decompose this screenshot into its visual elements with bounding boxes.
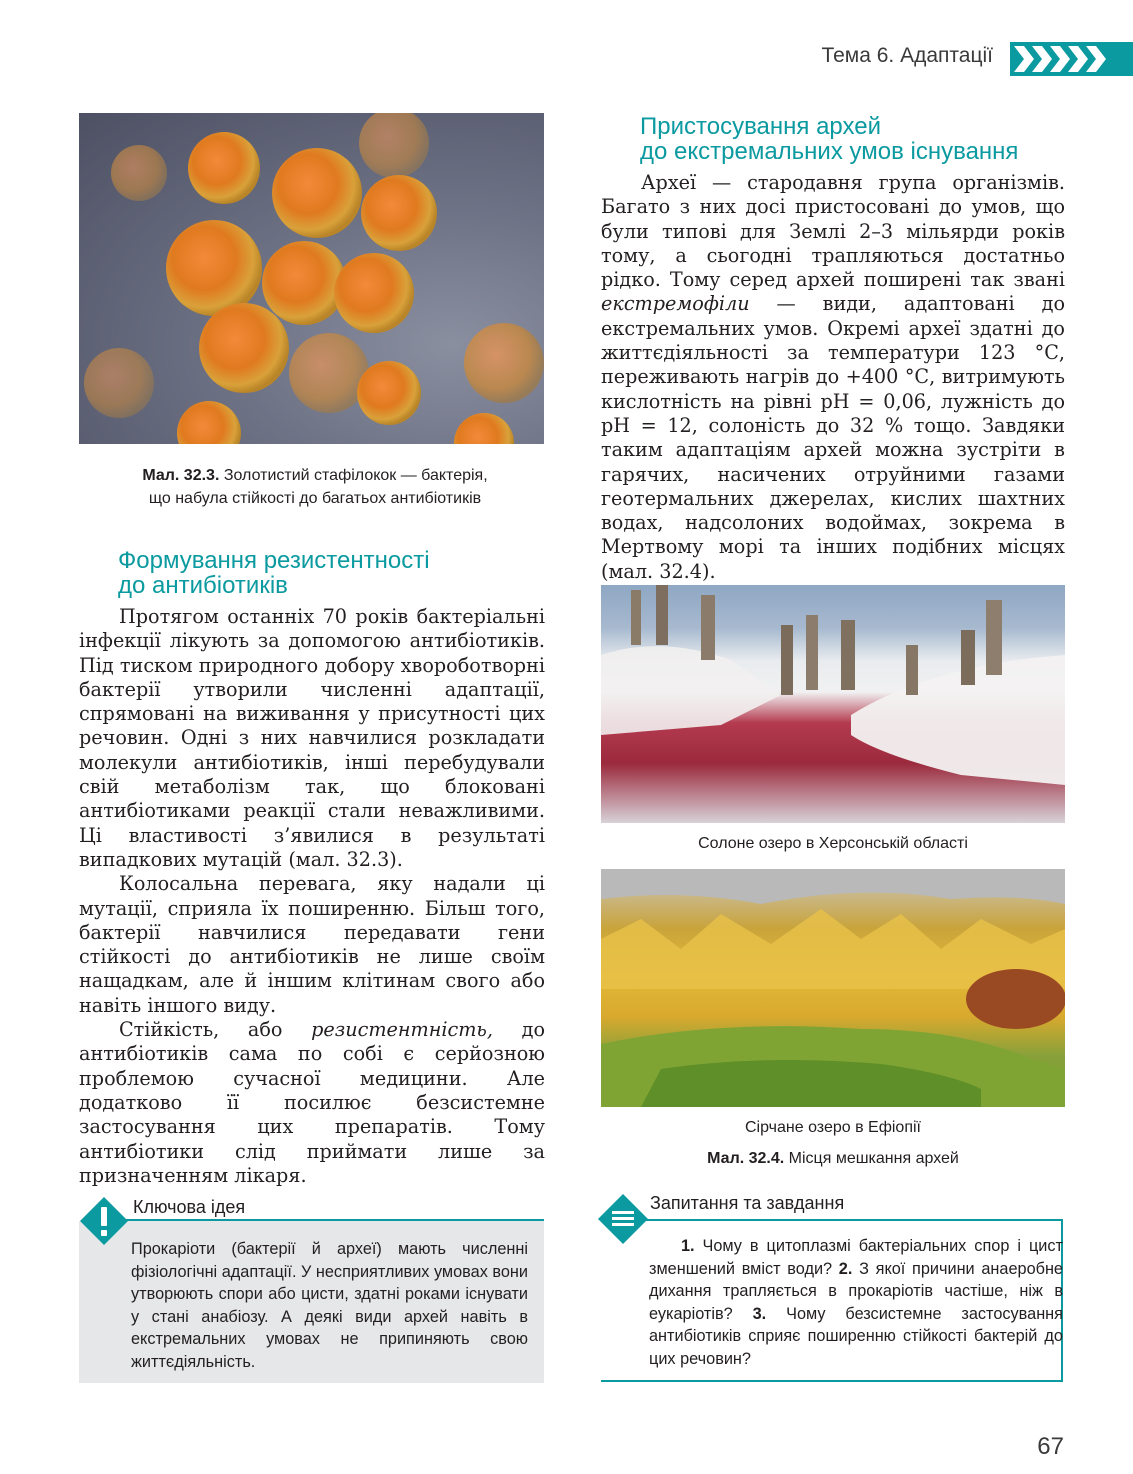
list-icon: [597, 1193, 649, 1245]
exclamation-icon: [79, 1196, 129, 1246]
section-heading-archaea: [640, 114, 1018, 164]
term: екстремофіли: [601, 292, 750, 316]
paragraph: Протягом останніх 70 років бактеріальні інфекції лікують за допомогою антибіотиків. Під тиском природного добору хвороботворні бактерії утворили численні адаптації, спрямовані на виживання у присутності цих речовин. Одні з них навчилися розкладати молекули антибіотиків, інші перебудували свій метаболізм так, що блоковані антибіотиками реакції стали неважливими. Ці властивості з’явилися в результаті випадкових мутацій (мал. 32.3).: [79, 605, 545, 871]
chapter-title: Тема 6. Адаптації: [821, 44, 993, 67]
figure-caption-line2: що набула стійкості до багатьох антибіотиків: [148, 490, 482, 507]
question-text: З якої причини анаеробне дихання трапляється в прокаріотів частіше, ніж в еукаріотів?: [649, 1259, 1063, 1323]
question-number: 3.: [752, 1304, 767, 1323]
archaea-body: [601, 171, 1065, 584]
figure-caption-line1: Золотистий стафілокок — бактерія,: [223, 467, 488, 484]
salt-lake-image: [601, 585, 1065, 823]
heading-line2: до екстремальних умов існування: [640, 138, 1019, 165]
key-idea-rule: [104, 1219, 544, 1221]
heading-line2: до антибіотиків: [118, 572, 288, 599]
resistance-body: [79, 605, 545, 1188]
question-number: 2.: [838, 1259, 853, 1278]
paragraph: [601, 171, 1065, 584]
staphylococcus-image: [79, 113, 544, 444]
caption-sulfur-lake: Сірчане озеро в Ефіопії: [745, 1119, 921, 1136]
figure-caption-32-3: [110, 464, 520, 510]
key-idea-text: Прокаріоти (бактерії й археї) мають численні фізіологічні адаптації. У несприятливих умовах вони утворюють спори або цисти, здатні роками існувати у стані анабіозу. А деякі види архей навіть в екстремальних умовах не припиняють свою життєдіяльність.: [131, 1240, 528, 1371]
section-heading-resistance: [118, 548, 430, 598]
heading-line1: Формування резистентності: [118, 547, 430, 574]
text-run: — види, адаптовані до екстремальних умов. Окремі археї здатні до життєдіяльності за температури 123 °С, переживають нагрів до +400 °С, витримують кислотність на рівні pH = 0,06, лужність до pH = 12, солоність до 32 % тощо. Завдяки таким адаптаціям архей можна зустріти в гарячих, насичених отруйними газами геотермальних джерелах, кислих шахтних водах, надсолоних водоймах, зокрема в Мертвому морі та інших подібних місцях (мал. 32.4).: [601, 292, 1065, 583]
chevrons-icon: [1010, 42, 1133, 76]
term: резистентність,: [311, 1018, 493, 1042]
figure-caption-32-4: [601, 1147, 1065, 1170]
heading-line1: Пристосування архей: [640, 113, 881, 140]
paragraph: [79, 1018, 545, 1188]
caption-salt-lake: Солоне озеро в Херсонській області: [698, 835, 968, 852]
text-run: до антибіотиків сама по собі є серйозною проблемою сучасної медицини. Але додатково її посилює безсистемне застосування цих препаратів. Тому антибіотики слід приймати лише за призначенням лікаря.: [79, 1018, 546, 1187]
page-number: 67: [1037, 1433, 1064, 1460]
question-text: Чому безсистемне застосування антибіотиків сприяє поширенню стійкості бактерій до цих речовин?: [649, 1304, 1063, 1368]
figure-caption-text: Місця мешкання архей: [788, 1150, 959, 1167]
key-idea-title: Ключова ідея: [133, 1197, 246, 1217]
text-run: Археї — стародавня група організмів. Багато з них досі пристосовані до умов, що були типові для Землі 2–3 мільярди років тому, а сьогодні трапляються достатньо рідко. Тому серед архей поширені так звані: [601, 171, 1065, 292]
questions-text: [649, 1235, 1063, 1371]
figure-label: Мал. 32.4.: [707, 1150, 785, 1167]
paragraph: Колосальна перевага, яку надали ці мутації, сприяла їх поширенню. Більш того, бактерії навчилися передавати гени стійкості до антибіотиків не лише своїм нащадкам, але й іншим клітинам свого або навіть іншого виду.: [79, 872, 545, 1017]
figure-label: Мал. 32.3.: [142, 467, 220, 484]
question-text: Чому в цитоплазмі бактеріальних спор і цист зменшений вміст води?: [649, 1237, 1063, 1278]
questions-title: Запитання та завдання: [650, 1193, 850, 1214]
question-number: 1.: [680, 1237, 695, 1255]
sulfur-lake-image: [601, 869, 1065, 1107]
text-run: Стійкість, або: [119, 1018, 312, 1042]
